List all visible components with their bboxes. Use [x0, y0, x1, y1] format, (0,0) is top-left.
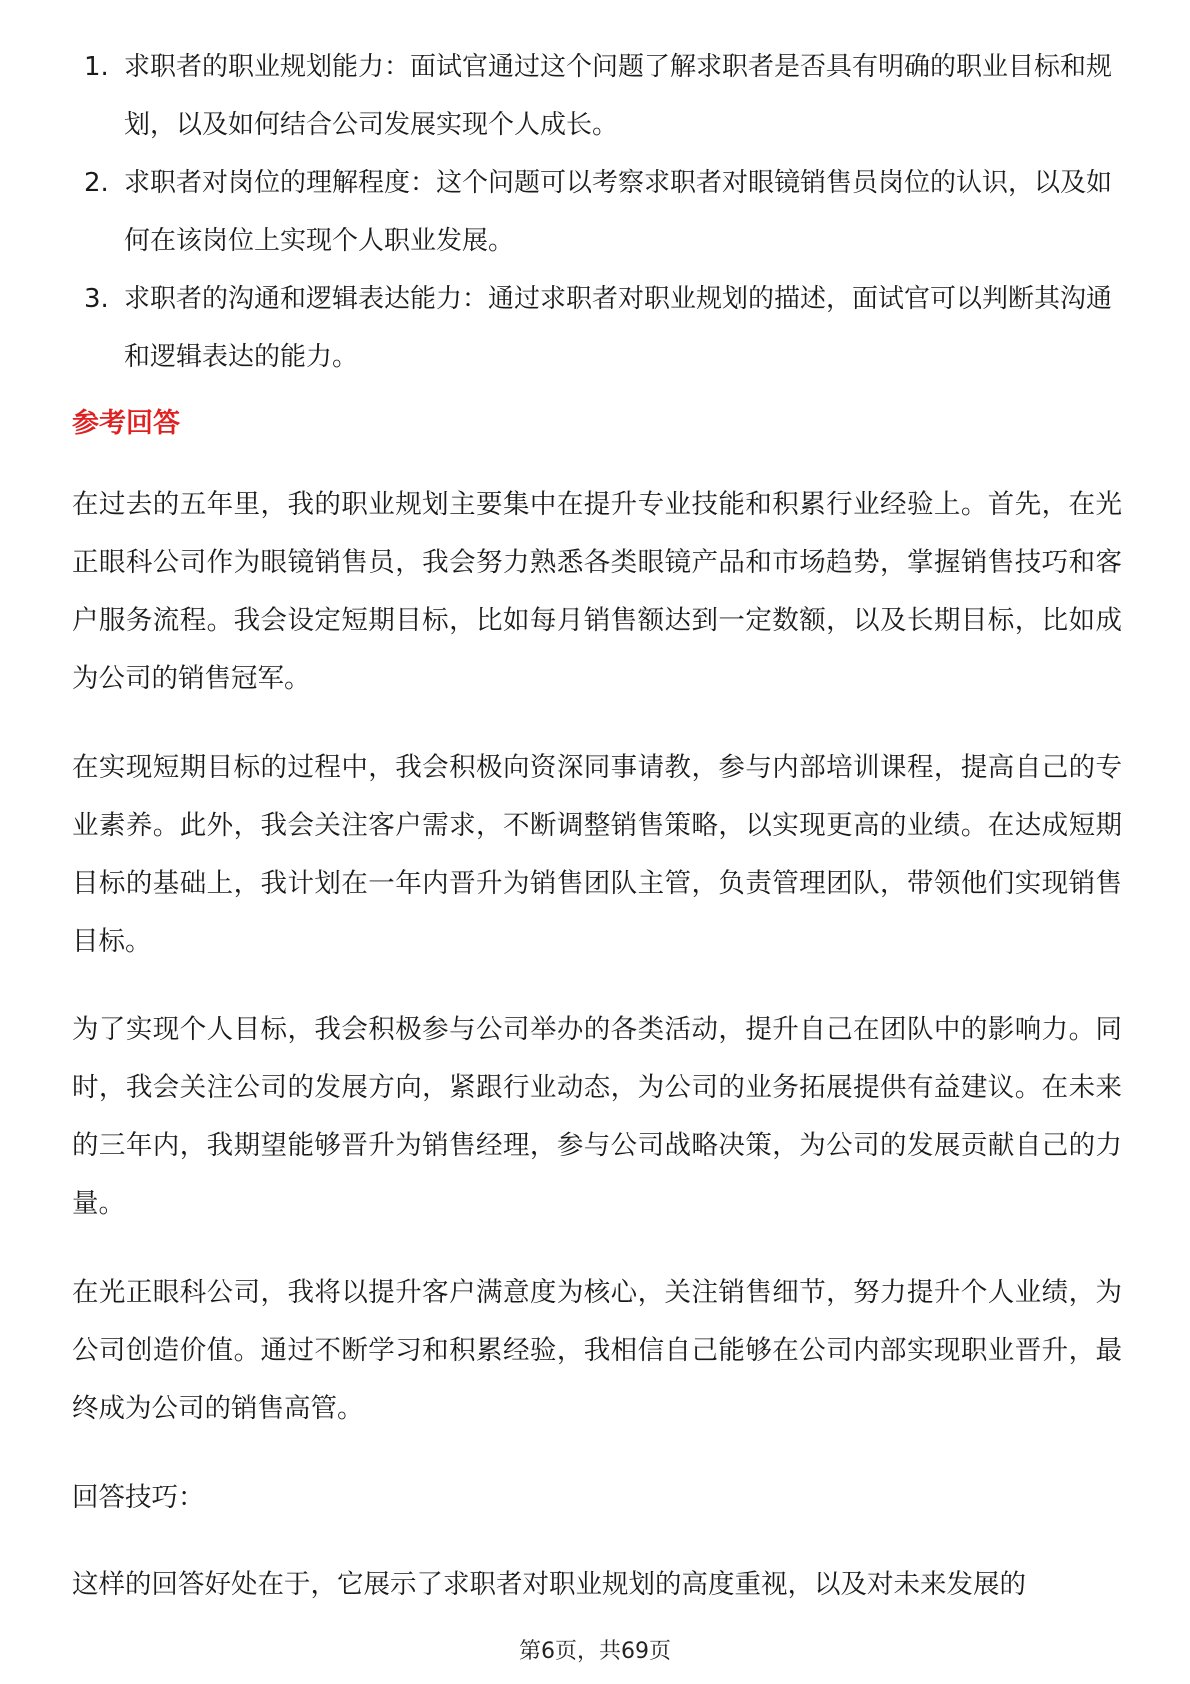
answer-paragraph: 在光正眼科公司，我将以提升客户满意度为核心，关注销售细节，努力提升个人业绩，为公司创造价值。通过不断学习和积累经验，我相信自己能够在公司内部实现职业晋升，最终成为公司的销售高管。: [72, 1277, 1122, 1424]
list-item-text: 求职者对岗位的理解程度：这个问题可以考察求职者对眼镜销售员岗位的认识，以及如何在该岗位上实现个人职业发展。: [124, 168, 1113, 256]
tips-label: 回答技巧：: [72, 1482, 205, 1513]
list-item-number: 2.: [84, 168, 109, 198]
evaluation-points-list: [80, 38, 1120, 386]
list-item: [80, 154, 1120, 270]
list-item: [80, 38, 1120, 154]
list-item-text: 求职者的沟通和逻辑表达能力：通过求职者对职业规划的描述，面试官可以判断其沟通和逻辑表达的能力。: [124, 284, 1113, 372]
tips-paragraph: 这样的回答好处在于，它展示了求职者对职业规划的高度重视，以及对未来发展的: [72, 1569, 1026, 1600]
answer-paragraph: 在过去的五年里，我的职业规划主要集中在提升专业技能和积累行业经验上。首先，在光正眼科公司作为眼镜销售员，我会努力熟悉各类眼镜产品和市场趋势，掌握销售技巧和客户服务流程。我会设定短期目标，比如每月销售额达到一定数额，以及长期目标，比如成为公司的销售冠军。: [72, 489, 1122, 694]
answer-paragraph: 为了实现个人目标，我会积极参与公司举办的各类活动，提升自己在团队中的影响力。同时，我会关注公司的发展方向，紧跟行业动态，为公司的业务拓展提供有益建议。在未来的三年内，我期望能够晋升为销售经理，参与公司战略决策，为公司的发展贡献自己的力量。: [72, 1014, 1122, 1219]
answer-paragraph: 在实现短期目标的过程中，我会积极向资深同事请教，参与内部培训课程，提高自己的专业素养。此外，我会关注客户需求，不断调整销售策略，以实现更高的业绩。在达成短期目标的基础上，我计划在一年内晋升为销售团队主管，负责管理团队，带领他们实现销售目标。: [72, 752, 1122, 957]
list-item-text: 求职者的职业规划能力：面试官通过这个问题了解求职者是否具有明确的职业目标和规划，以及如何结合公司发展实现个人成长。: [124, 52, 1113, 140]
list-item-number: 3.: [84, 284, 109, 314]
page-number-footer: 第6页，共69页: [519, 1639, 671, 1664]
list-item-number: 1.: [84, 52, 109, 82]
reference-answer-heading: 参考回答: [72, 408, 180, 439]
list-item: [80, 270, 1120, 386]
